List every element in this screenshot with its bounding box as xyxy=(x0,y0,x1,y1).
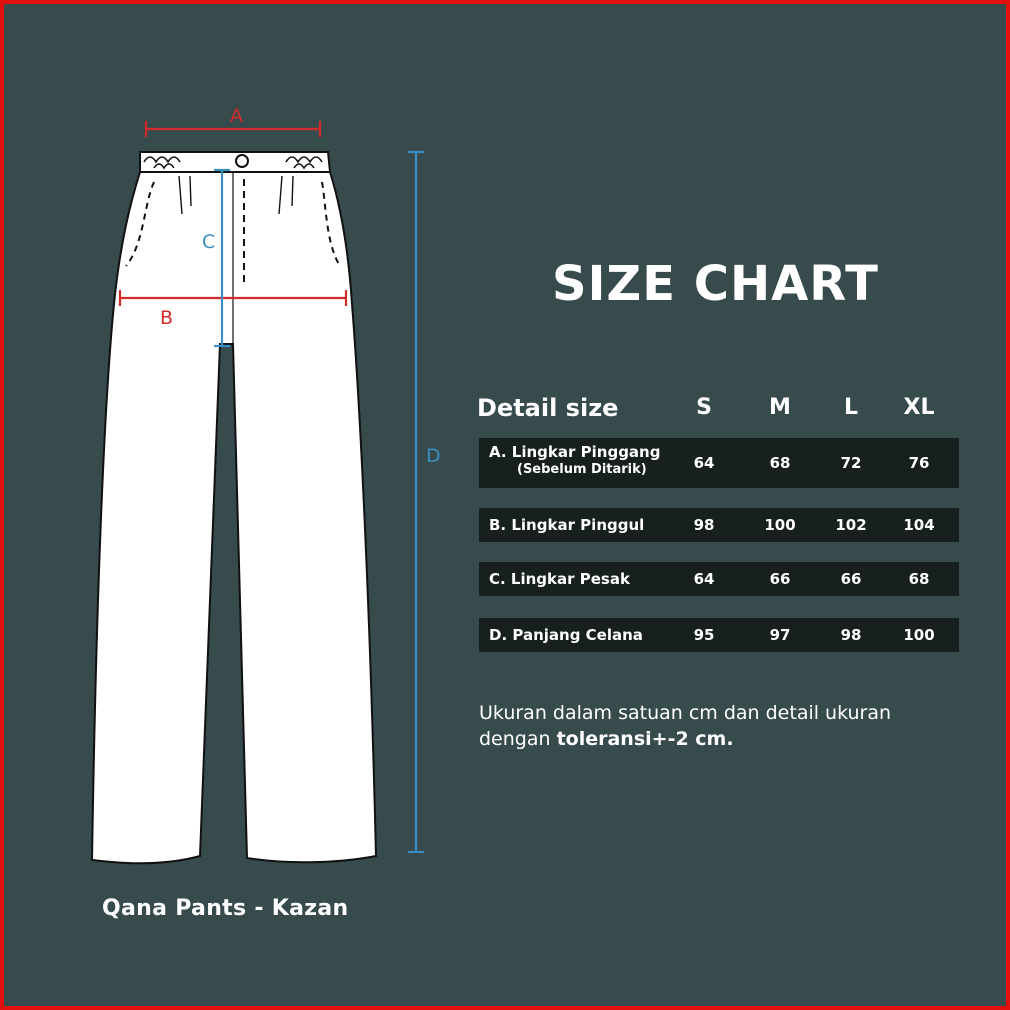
row-label-waist xyxy=(489,443,660,477)
size-table xyxy=(475,394,959,644)
row-label-rise: C. Lingkar Pesak xyxy=(489,570,630,588)
table-cell: 98 xyxy=(693,516,715,534)
chart-title: SIZE CHART xyxy=(552,256,879,312)
table-cell: 68 xyxy=(908,570,930,588)
table-cell: 76 xyxy=(908,454,930,472)
label-c: C xyxy=(202,231,216,253)
waist-button xyxy=(236,155,248,167)
table-header xyxy=(475,394,959,428)
table-cell: 98 xyxy=(840,626,862,644)
note-line-2 xyxy=(479,726,891,752)
header-size-s: S xyxy=(696,395,712,420)
row-label-waist-text: A. Lingkar Pinggang xyxy=(489,443,661,461)
row-label-hip: B. Lingkar Pinggul xyxy=(489,516,645,534)
pants-outline xyxy=(92,152,376,863)
note-line-2-prefix: dengan xyxy=(479,728,557,750)
tolerance-note xyxy=(479,700,891,752)
label-a: A xyxy=(230,105,243,127)
measure-d xyxy=(408,152,424,852)
pants-diagram xyxy=(4,4,1006,1006)
table-cell: 64 xyxy=(693,454,715,472)
row-sublabel-waist: (Sebelum Ditarik) xyxy=(517,462,647,477)
table-cell: 64 xyxy=(693,570,715,588)
table-row-waist xyxy=(479,438,959,488)
table-cell: 66 xyxy=(840,570,862,588)
table-row-hip xyxy=(479,508,959,542)
label-b: B xyxy=(160,307,174,329)
table-cell: 66 xyxy=(769,570,791,588)
header-detail-size: Detail size xyxy=(477,394,619,422)
table-cell: 100 xyxy=(764,516,796,534)
header-size-m: M xyxy=(769,395,791,420)
product-name: Qana Pants - Kazan xyxy=(102,896,349,921)
table-cell: 97 xyxy=(769,626,791,644)
table-row-length xyxy=(479,618,959,652)
table-row-rise xyxy=(479,562,959,596)
table-cell: 72 xyxy=(840,454,862,472)
table-cell: 104 xyxy=(903,516,935,534)
table-cell: 102 xyxy=(835,516,867,534)
label-d: D xyxy=(426,445,441,467)
note-line-1: Ukuran dalam satuan cm dan detail ukuran xyxy=(479,702,892,724)
header-size-xl: XL xyxy=(903,395,935,420)
table-cell: 68 xyxy=(769,454,791,472)
header-size-l: L xyxy=(843,395,859,420)
note-tolerance-bold: toleransi+-2 cm. xyxy=(556,728,734,750)
table-cell: 95 xyxy=(693,626,715,644)
row-label-length: D. Panjang Celana xyxy=(489,626,643,644)
table-cell: 100 xyxy=(903,626,935,644)
